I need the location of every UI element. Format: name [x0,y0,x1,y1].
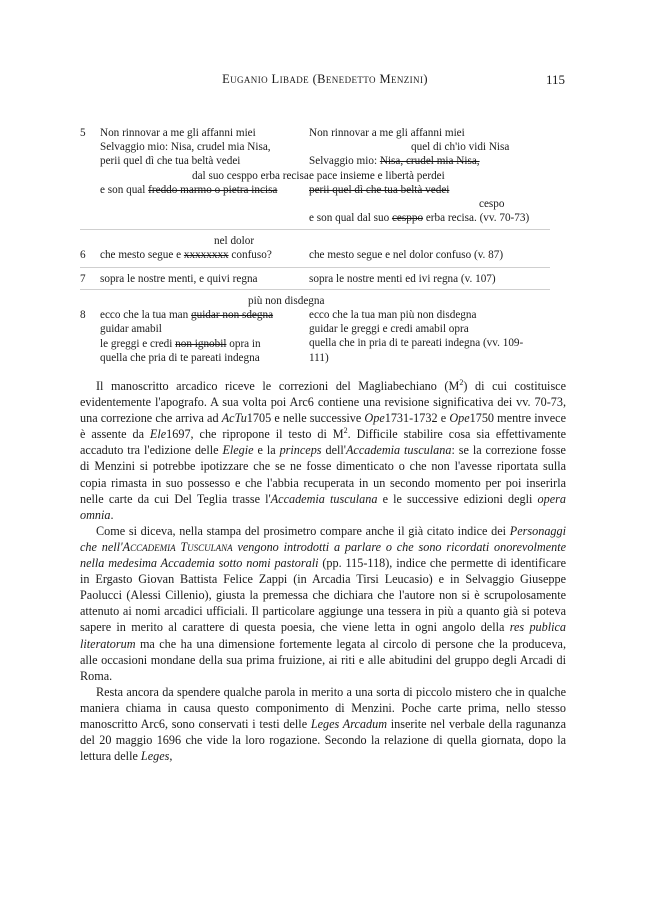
line-number: 6 [80,249,86,261]
manuscript-line: e son qual freddo marmo o pietra incisa [100,183,278,196]
print-line: quella che in pria di te pareati indegna (vv. 109- [309,337,524,350]
variant-left-column [100,126,309,197]
print-line: 111) [309,351,329,364]
print-line [309,183,554,197]
line-number: 5 [80,127,86,139]
print-line: sopra le nostre menti ed ivi regna (v. 107) [309,273,496,285]
paragraph-1: Il manoscritto arcadico riceve le correzioni del Magliabechiano $(M^2)$ di cui costituisce evidentemente l'apografo. A sua volta poi Arc6 contiene una revisione significativa dei vv. 70-73, una correzione che arriva ad AcTu1705 e nelle successive Ope1731-1732 e Ope1750 mentre invece è assente da Ele1697, che ripropone il testo di $M^2$. Difficile stabilire cosa sia effettivamente accaduto tra l'edizione delle Elegie e la princeps dell'Accademia tusculana: se la correzione fosse di Menzini si potrebbe ipotizzare che se ne fosse dimenticato o che non l'avesse riportata sulla copia rimasta in suo possesso e che l'abbia recuperata in un secondo momento per poi inserirla nelle carte da cui Del Teglia trasse l'Accademia tusculana e le successive edizioni degli opera omnia. [80,377,567,522]
deleted-text: perii quel dì che tua beltà vedei [309,183,450,196]
manuscript-line: quella che pria di te pareati indegna [100,351,260,364]
print-line: quel di ch'io vidi Nisa [411,141,510,154]
print-line: e pace insieme e libertà perdei [309,169,445,182]
print-line: ecco che la tua man più non disdegna [309,309,477,321]
variant-right-column [309,248,554,262]
print-line: Selvaggio mio: Nisa, crudel mia Nisa, [309,155,480,168]
variant-right-column [309,272,554,286]
manuscript-line: perii quel dì che tua beltà vedei [100,155,241,168]
manuscript-line: più non disdegna [248,295,325,307]
manuscript-line: nel dolor [214,235,255,247]
manuscript-line: dal suo cesppo erba recisa [192,169,309,182]
deleted-text: Nisa, crudel mia Nisa, [379,155,480,168]
print-line: cespo [479,198,505,211]
deleted-text: guidar non sdegna [191,309,274,322]
body-text [80,378,566,764]
variant-left-column [100,272,305,286]
print-line: e son qual dal suo cesppo erba recisa. (vv. 70-73) [309,212,530,225]
line-number: 8 [80,309,86,321]
manuscript-line: le greggi e credi non ignobil opra in [100,337,261,350]
deleted-text: xxxxxxxx [183,249,229,262]
print-line: che mesto segue e nel dolor confuso (v. 87) [309,249,504,261]
deleted-text: cesppo [391,212,424,225]
paragraph-3: Resta ancora da spendere qualche parola in merito a una sorta di piccolo mistero che in qualche maniera chiama in causa questo componimento di Menzini. Poche carte prima, nello stesso manoscritto Arc6, sono conservati i testi delle Leges Arcadum inserite nel verbale della ragunanza del 20 maggio 1696 che vide la loro rogazione. Secondo la relazione di quella giornata, dopo la lettura delle Leges, [80,684,566,764]
manuscript-line: Selvaggio mio: Nisa, crudel mia Nisa, [100,141,271,154]
manuscript-line: Non rinnovar a me gli affanni miei [100,127,256,139]
print-line: Non rinnovar a me gli affanni miei [309,127,465,139]
manuscript-line: sopra le nostre menti, e quivi regna [100,273,258,285]
page-number: 115 [545,72,565,87]
running-header [0,72,650,92]
running-title: Euganio Libade (Benedetto Menzini) [222,72,428,86]
manuscript-line: che mesto segue e xxxxxxxx confuso? [100,249,272,262]
row-divider [80,267,550,268]
row-divider [80,289,550,290]
variant-left-column [100,234,305,262]
manuscript-line: guidar amabil [100,323,162,336]
variant-right-column [309,126,554,225]
print-line: guidar le greggi e credi amabil opra [309,323,469,336]
deleted-text: non ignobil [175,337,227,350]
variant-right-column [309,308,554,365]
paragraph-2: Come si diceva, nella stampa del prosimetro compare anche il già citato indice dei Personaggi che nell'Accademia Tusculana vengono introdotti a parlare o che sono ricordati onorevolmente nella medesima Accademia sotto nomi pastorali (pp. 115-118), indice che permette di identificare in Ergasto Giovan Battista Felice Zappi (in Arcadia Tirsi Leucasio) e in Selvaggio Giuseppe Paolucci (Alessi Cillenio), giusta la premessa che dichiara che l'autore non si è scrupolosamente attenuto ai nomi arcadici ufficiali. Il particolare aggiunge una tessera in più a quanto già si poteva sapere in merito al carattere di questa poesia, che viene letta in ogni angolo della res publica literatorum ma che ha una dimensione fortemente legata al circolo di persone che la produceva, alle occasioni mondane della sua prima fruizione, ai riti e alle abitudini del gruppo degli Arcadi di Roma. [80,523,567,683]
line-number: 7 [80,273,86,285]
deleted-text: freddo marmo o pietra incisa [148,183,278,196]
row-divider [80,229,550,230]
manuscript-line: ecco che la tua man guidar non sdegna [100,309,274,322]
